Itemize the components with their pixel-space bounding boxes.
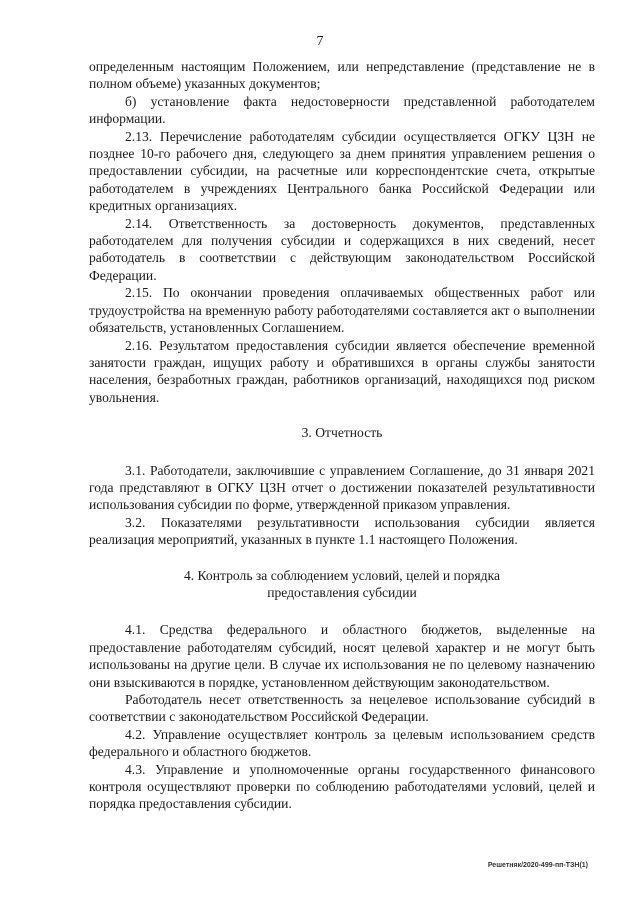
footer-document-id: Решетняк/2020-499-пп-ТЗН(1) [487,862,588,869]
paragraph-employer-responsibility: Работодатель несет ответственность за нецелевое использование субсидий в соответствии с законодательством Российской Федерации. [89,692,595,725]
paragraph-2-15: 2.15. По окончании проведения оплачиваемых общественных работ или трудоустройства на временную работу работодателями составляется акт о выполнении обязательств, установленных Соглашением. [89,285,595,336]
page-number: 7 [316,34,324,49]
section-4-heading [89,567,595,602]
paragraph-3-1: 3.1. Работодатели, заключившие с управлением Соглашение, до 31 января 2021 года представляют в ОГКУ ЦЗН отчет о достижении показателей результативности использования субсидии по форме, утвержденной приказом управления. [89,462,595,513]
section-4-heading-line2: предоставления субсидии [267,584,417,600]
paragraph-2-13: 2.13. Перечисление работодателям субсидии осуществляется ОГКУ ЦЗН не позднее 10-го рабочего дня, следующего за днем принятия управлением решения о предоставлении субсидии, на расчетные или корреспондентские счета, открытые работодателем в учреждениях Центрального банка Российской Федерации или кредитных организациях. [89,128,595,214]
paragraph-item-b: б) установление факта недостоверности представленной работодателем информации. [89,93,595,127]
paragraph-4-1: 4.1. Средства федерального и областного бюджетов, выделенные на предоставление работодателям субсидий, носят целевой характер и не могут быть использованы на другие цели. В случае их использования не по целевому назначению они взыскиваются в порядке, установленном действующим законодательством. [89,622,595,690]
paragraph-2-16: 2.16. Результатом предоставления субсидии является обеспечение временной занятости граждан, ищущих работу и обратившихся в органы службы занятости населения, безработных граждан, работников организаций, находящихся под риском увольнения. [89,337,595,405]
section-4-heading-line1: 4. Контроль за соблюдением условий, целей и порядка [183,567,501,583]
paragraph-continuation: определенным настоящим Положением, или непредставление (представление не в полном объеме) указанных документов; [89,59,595,92]
paragraph-2-14: 2.14. Ответственность за достоверность документов, представленных работодателем для получения субсидии и содержащихся в них сведений, несет работодатель в соответствии с действующим законодательством Российской Федерации. [89,215,595,283]
paragraph-3-2: 3.2. Показателями результативности использования субсидии является реализация мероприятий, указанных в пункте 1.1 настоящего Положения. [89,514,595,548]
paragraph-4-2: 4.2. Управление осуществляет контроль за целевым использованием средств федерального и областного бюджетов. [89,726,595,760]
section-3-heading: 3. Отчетность [301,425,383,441]
document-body [89,58,595,813]
paragraph-4-3: 4.3. Управление и уполномоченные органы государственного финансового контроля осуществляют проверки по соблюдению работодателями условий, целей и порядка предоставления субсидии. [89,761,595,812]
